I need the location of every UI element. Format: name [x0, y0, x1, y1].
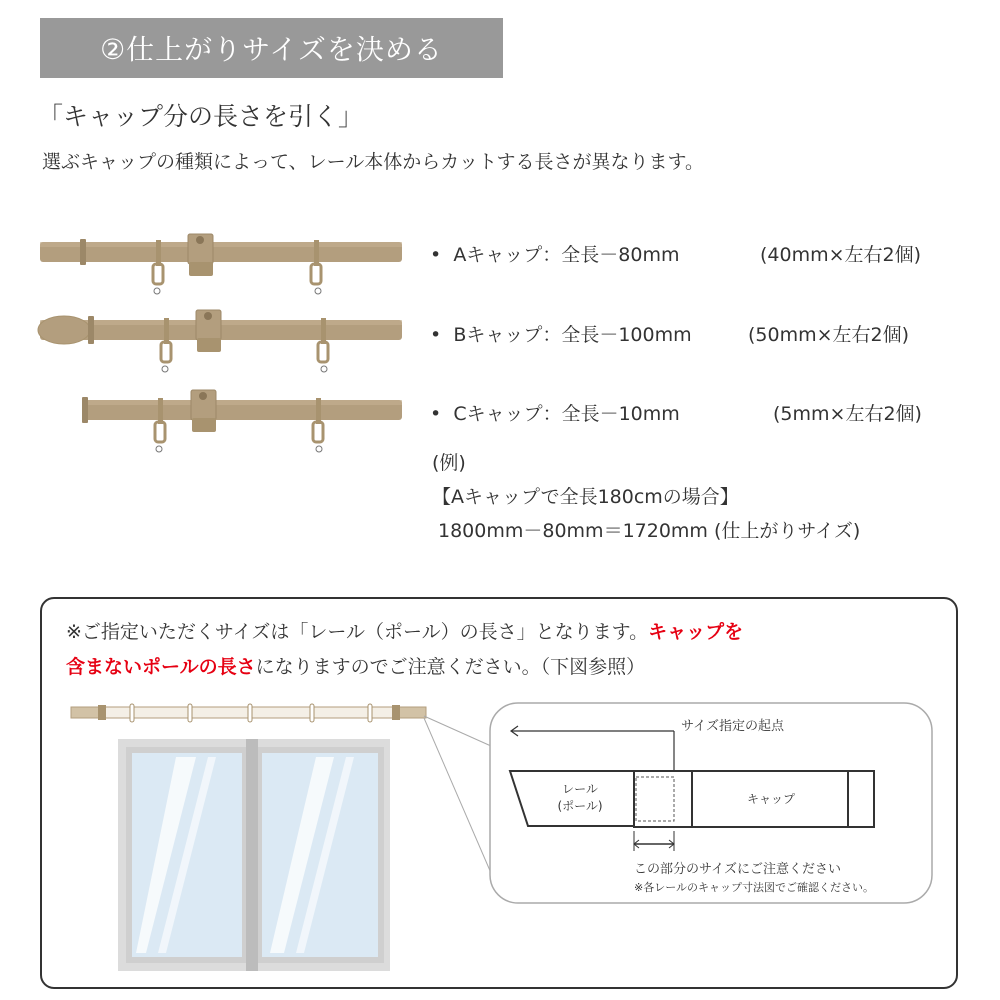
cap-a-detail: (40mm×左右2個)	[760, 244, 922, 266]
notice-text-2: になりますのでご注意ください。（下図参照）	[255, 656, 646, 678]
rail-label-1: レール	[562, 782, 598, 796]
caution-label: この部分のサイズにご注意ください	[634, 862, 841, 877]
example-heading: (例)	[432, 452, 466, 474]
rod-a-cap-illustration	[36, 226, 402, 306]
cap-c-item	[430, 399, 922, 426]
top-rail	[71, 704, 426, 722]
section-header-band	[40, 18, 503, 78]
section-title: 「キャップ分の長さを引く」	[38, 102, 364, 131]
cap-a-label: Aキャップ：全長－80mm	[453, 244, 680, 266]
section-subtitle: 選ぶキャップの種類によって、レール本体からカットする長さが異なります。	[42, 151, 704, 173]
cap-label: キャップ	[746, 792, 796, 806]
cap-c-label: Cキャップ：全長－10mm	[453, 403, 680, 425]
rod-b-cap-illustration	[36, 304, 402, 384]
section-header-title: ②仕上がりサイズを決める	[100, 33, 443, 66]
bullet-dot: •	[430, 324, 442, 346]
bullet-dot: •	[430, 244, 442, 266]
cap-a-item	[430, 240, 922, 267]
notice-text-1: ※ご指定いただくサイズは「レール（ポール）の長さ」となります。	[66, 621, 649, 643]
cap-b-detail: (50mm×左右2個)	[748, 324, 910, 346]
rod-c-cap-illustration	[36, 384, 402, 464]
bullet-dot: •	[430, 403, 442, 425]
cap-c-detail: (5mm×左右2個)	[773, 403, 922, 425]
notice-red-2: 含まないポールの長さ	[66, 656, 256, 678]
rail-label-2: (ポール)	[557, 799, 603, 813]
rail-window-illustration	[66, 695, 944, 980]
start-point-label: サイズ指定の起点	[681, 719, 784, 734]
notice-red-1: キャップを	[648, 621, 744, 643]
cap-b-item	[430, 320, 910, 347]
example-formula: 1800mm－80mm＝1720mm (仕上がりサイズ)	[438, 520, 861, 542]
caution-note: ※各レールのキャップ寸法図でご確認ください。	[634, 881, 874, 894]
notice-text	[66, 615, 946, 685]
window-illustration	[118, 739, 390, 971]
cap-b-label: Bキャップ：全長－100mm	[453, 324, 692, 346]
example-case: 【Aキャップで全長180cmの場合】	[432, 486, 739, 508]
